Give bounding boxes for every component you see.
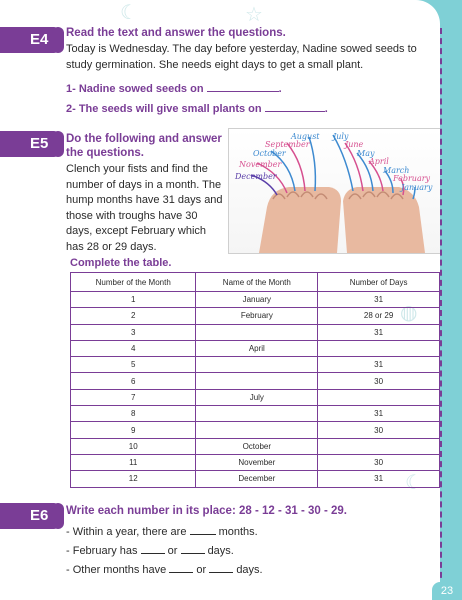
table-cell: 31: [318, 324, 440, 340]
table-row: [71, 389, 440, 405]
table-cell: April: [196, 340, 318, 356]
table-cell: 28 or 29: [318, 308, 440, 324]
month-label-january: January: [401, 183, 433, 192]
month-label-august: August: [291, 132, 320, 141]
table-cell: 10: [71, 438, 196, 454]
table-cell: 31: [318, 292, 440, 308]
month-label-october: October: [253, 149, 286, 158]
moon-doodle-icon-2: ☾: [405, 472, 423, 494]
month-label-december: December: [235, 172, 277, 181]
e6-blank-1[interactable]: [190, 524, 216, 535]
table-cell: 9: [71, 422, 196, 438]
table-cell-blank[interactable]: [196, 373, 318, 389]
col-header-month-name: Name of the Month: [196, 273, 318, 292]
e4-question-1: 1- Nadine sowed seeds on .: [66, 83, 282, 95]
e4-q2-blank[interactable]: [265, 101, 325, 112]
col-header-days: Number of Days: [318, 273, 440, 292]
table-row: [71, 438, 440, 454]
e4-text: Today is Wednesday. The day before yesterday, Nadine sowed seeds to study germination. She needs eight days to get a small plant.: [66, 43, 417, 71]
fists-months-photo: [228, 128, 440, 254]
e6-line-3: - Other months have or days.: [66, 564, 263, 576]
month-label-june: June: [345, 140, 364, 149]
col-header-month-number: Number of the Month: [71, 273, 196, 292]
e6-blank-4[interactable]: [169, 562, 193, 573]
planet-doodle-icon: ◍: [400, 302, 418, 324]
e4-instruction: Read the text and answer the questions.: [66, 27, 286, 39]
table-cell: December: [196, 471, 318, 487]
table-cell: 7: [71, 389, 196, 405]
month-label-march: March: [383, 166, 410, 175]
table-cell-blank[interactable]: [318, 438, 440, 454]
table-row: [71, 357, 440, 373]
table-cell: 4: [71, 340, 196, 356]
months-table: [70, 272, 440, 488]
table-cell: 8: [71, 406, 196, 422]
exercise-e5-label: E5: [0, 131, 58, 157]
e6-instruction: Write each number in its place: 28 - 12 - 31 - 30 - 29.: [66, 505, 348, 517]
table-header-row: [71, 273, 440, 292]
table-cell: 30: [318, 373, 440, 389]
table-cell: 31: [318, 471, 440, 487]
table-cell: October: [196, 438, 318, 454]
table-cell: 3: [71, 324, 196, 340]
month-label-september: September: [265, 140, 310, 149]
table-row: [71, 471, 440, 487]
e6-blank-2[interactable]: [141, 543, 165, 554]
moon-doodle-icon: ☾: [120, 2, 138, 24]
table-cell-blank[interactable]: [196, 357, 318, 373]
star-doodle-icon: ☆: [245, 4, 263, 26]
e4-q1-blank[interactable]: [207, 81, 279, 92]
table-cell: 2: [71, 308, 196, 324]
e6-line-1: - Within a year, there are months.: [66, 526, 258, 538]
month-label-may: May: [357, 149, 375, 158]
table-cell: November: [196, 454, 318, 470]
table-cell-blank[interactable]: [196, 406, 318, 422]
table-cell: 31: [318, 357, 440, 373]
table-cell: 12: [71, 471, 196, 487]
e6-blank-3[interactable]: [181, 543, 205, 554]
table-row: [71, 308, 440, 324]
e4-question-2: 2- The seeds will give small plants on .: [66, 103, 328, 115]
table-cell: 1: [71, 292, 196, 308]
month-label-april: April: [369, 157, 389, 166]
table-cell: 31: [318, 406, 440, 422]
e5-table-title: Complete the table.: [70, 257, 172, 269]
month-label-february: February: [393, 174, 431, 183]
table-row: [71, 324, 440, 340]
table-cell: 11: [71, 454, 196, 470]
table-cell: July: [196, 389, 318, 405]
table-cell-blank[interactable]: [318, 340, 440, 356]
table-cell-blank[interactable]: [196, 324, 318, 340]
exercise-e6-label: E6: [0, 503, 58, 529]
e6-line-2: - February has or days.: [66, 545, 234, 557]
table-row: [71, 406, 440, 422]
table-row: [71, 292, 440, 308]
month-label-november: November: [239, 160, 282, 169]
table-cell: 5: [71, 357, 196, 373]
table-row: [71, 340, 440, 356]
table-row: [71, 422, 440, 438]
table-cell: 30: [318, 422, 440, 438]
table-cell-blank[interactable]: [318, 389, 440, 405]
e5-text: Clench your fists and find the number of days in a month. The hump months have 31 days and those with troughs have 30 days, except February which has 28 or 29 days.: [66, 163, 223, 253]
e5-instruction: Do the following and answer the questions.: [66, 133, 222, 159]
month-label-july: July: [333, 132, 349, 141]
table-cell: January: [196, 292, 318, 308]
table-row: [71, 454, 440, 470]
table-cell: February: [196, 308, 318, 324]
page-number: 23: [432, 582, 462, 600]
table-cell: 6: [71, 373, 196, 389]
e6-blank-5[interactable]: [209, 562, 233, 573]
table-row: [71, 373, 440, 389]
exercise-e4-label: E4: [0, 27, 58, 53]
table-cell: 30: [318, 454, 440, 470]
table-cell-blank[interactable]: [196, 422, 318, 438]
page-edge-dashed-line: [440, 28, 442, 588]
